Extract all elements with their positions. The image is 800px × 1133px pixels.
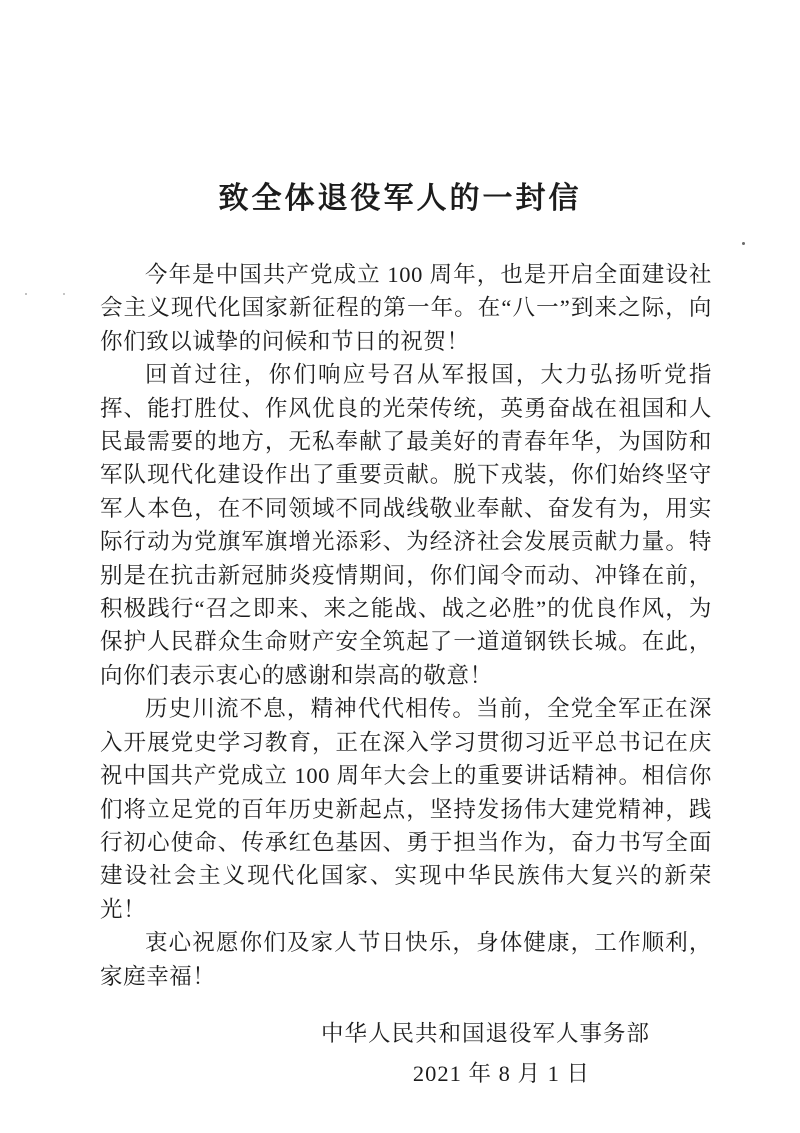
scan-speck <box>63 293 65 295</box>
signature-date: 2021 年 8 月 1 日 <box>412 1060 590 1086</box>
scan-speck <box>742 242 745 245</box>
letter-title: 致全体退役军人的一封信 <box>218 182 582 215</box>
letter-paragraph-2: 回首过往，你们响应号召从军报国，大力弘扬听党指挥、能打胜仗、作风优良的光荣传统，英勇奋战在祖国和人民最需要的地方，无私奉献了最美好的青春年华，为国防和军队现代化建设作出了重要贡献。脱下戎装，你们始终坚守军人本色，在不同领域不同战线敬业奉献、奋发有为，用实际行动为党旗军旗增光添彩、为经济社会发展贡献力量。特别是在抗击新冠肺炎疫情期间，你们闻令而动、冲锋在前，积极践行“召之即来、来之能战、战之必胜”的优良作风，为保护人民群众生命财产安全筑起了一道道钢铁长城。在此，向你们表示衷心的感谢和崇高的敬意！ <box>100 362 712 688</box>
letter-paragraph-3: 历史川流不息，精神代代相传。当前，全党全军正在深入开展党史学习教育，正在深入学习贯彻习近平总书记在庆祝中国共产党成立 100 周年大会上的重要讲话精神。相信你们将立足党的百年历史新起点，坚持发扬伟大建党精神，践行初心使命、传承红色基因、勇于担当作为，奋力书写全面建设社会主义现代化国家、实现中华民族伟大复兴的新荣光！ <box>100 696 712 922</box>
scan-speck <box>450 1021 452 1023</box>
letter-paragraph-4: 衷心祝愿你们及家人节日快乐，身体健康，工作顺利，家庭幸福！ <box>100 930 712 989</box>
scan-speck <box>25 293 27 295</box>
signature-block <box>0 1017 800 1090</box>
signature-organization: 中华人民共和国退役军人事务部 <box>320 1020 650 1046</box>
letter-paragraph-1: 今年是中国共产党成立 100 周年，也是开启全面建设社会主义现代化国家新征程的第一年。在“八一”到来之际，向你们致以诚挚的问候和节日的祝贺！ <box>100 262 712 354</box>
letter-body <box>100 258 712 993</box>
